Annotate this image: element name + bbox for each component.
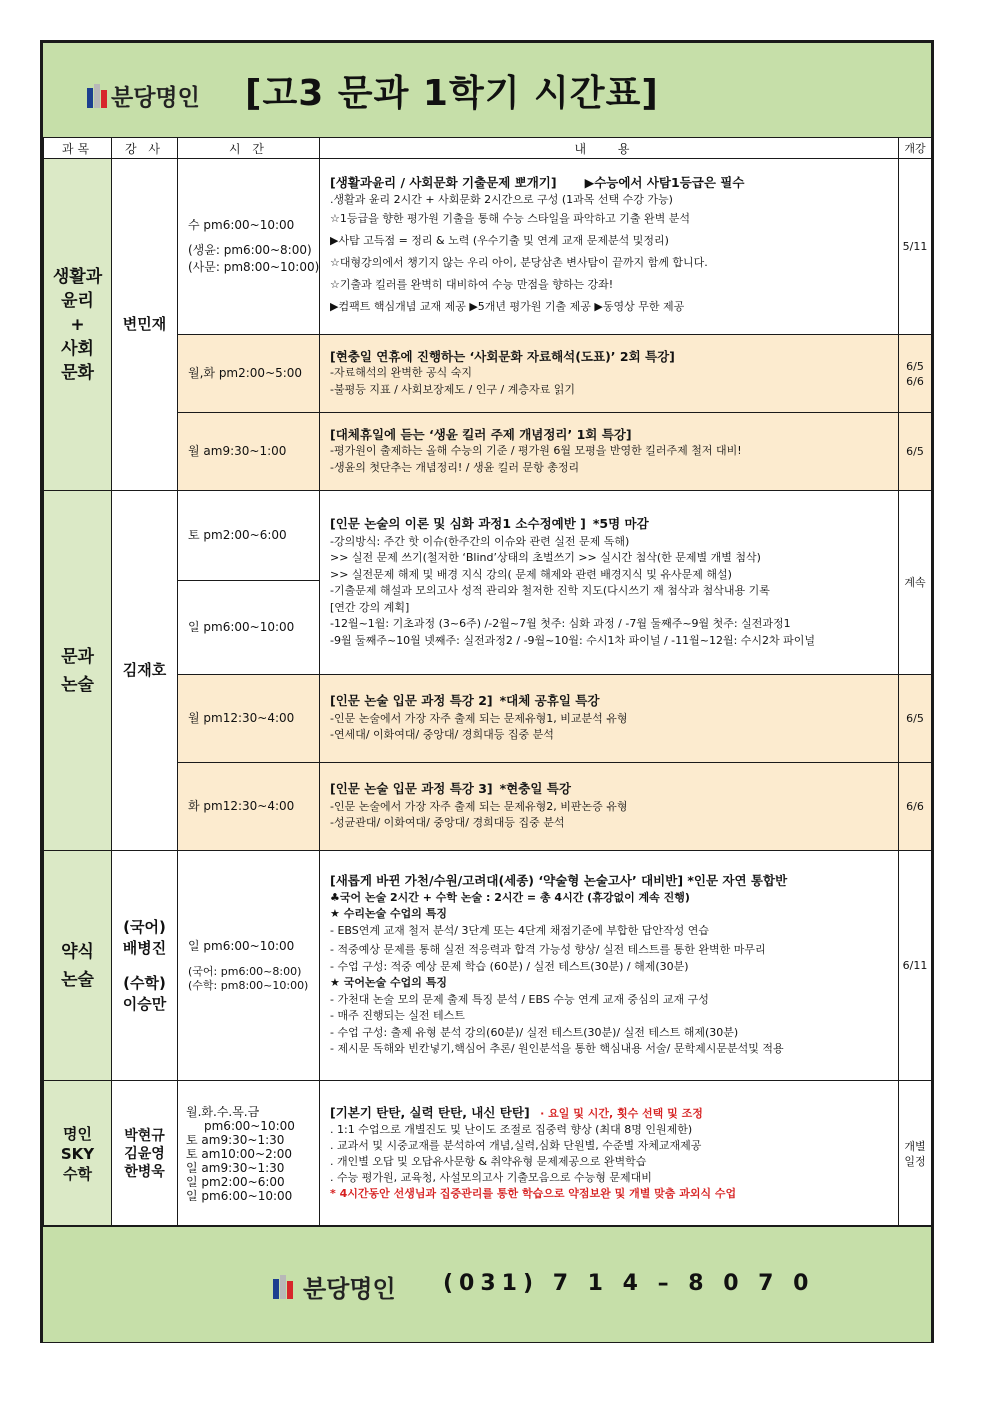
time-cell: 일 pm6:00~10:00 — [178, 581, 320, 675]
timetable-frame — [40, 40, 934, 1343]
section2-row3 — [44, 763, 932, 851]
page-title: [고3 문과 1학기 시간표] — [245, 73, 659, 114]
col-teacher: 강 사 — [112, 138, 178, 159]
footer — [43, 1225, 931, 1342]
footer-logo — [273, 1269, 396, 1304]
section2-row1a — [44, 491, 932, 581]
teacher-4: 박현규 김윤영 한병욱 — [112, 1081, 178, 1227]
open-date: 계속 — [899, 491, 932, 675]
open-date: 6/6 — [899, 763, 932, 851]
time-cell: 월 am9:30~1:00 — [178, 413, 320, 491]
brand-logo — [87, 79, 200, 112]
content-cell: [대체휴일에 듣는 ‘생윤 킬러 주제 개념정리’ 1회 특강] -평가원이 출제하는 올해 수능의 기준 / 평가원 6월 모평을 반영한 킬러주제 철저 대비! -생윤의 첫단추는 개념정리! / 생윤 킬러 문항 총정리 — [320, 413, 899, 491]
open-date: 5/11 — [899, 159, 932, 335]
open-date: 개별 일정 — [899, 1081, 932, 1227]
content-cell: [생활과윤리 / 사회문화 기출문제 뽀개기] ▶수능에서 사탐1등급은 필수 .생활과 윤리 2시간 + 사회문화 2시간으로 구성 (1과목 선택 수강 가능) ☆1등급을 향한 평가원 기출을 통해 수능 스타일을 파악하고 기출 완벽 분석 ▶사탐 고득점 = 정리 & 노력 (우수기출 및 연계 교재 문제분석 및정리) ☆대형강의에서 챙기지 않는 우리 아이, 분당삼촌 변사탐이 끝까지 함께 합니다. ☆기출과 킬러를 완벽히 대비하여 수능 만점을 향하는 강좌! ▶컴팩트 핵심개념 교재 제공 ▶5개년 평가원 기출 제공 ▶동영상 무한 제공 — [320, 159, 899, 335]
col-subject: 과목 — [44, 138, 112, 159]
timetable — [43, 137, 932, 1227]
subject-essay: 문과 논술 — [44, 491, 112, 851]
time-cell: 화 pm12:30~4:00 — [178, 763, 320, 851]
time-cell: 월.화.수.목.금 pm6:00~10:00 토 am9:30~1:30 토 am10:00~2:00 일 am9:30~1:30 일 pm2:00~6:00 일 pm6:00~10:00 — [178, 1081, 320, 1227]
section1-row2 — [44, 335, 932, 413]
open-date: 6/11 — [899, 851, 932, 1081]
section2-row2 — [44, 675, 932, 763]
teacher-1: 변민재 — [112, 159, 178, 491]
content-cell: [현충일 연휴에 진행하는 ‘사회문화 자료해석(도표)’ 2회 특강] -자료해석의 완벽한 공식 숙지 -불평등 지표 / 사회보장제도 / 인구 / 계층자료 읽기 — [320, 335, 899, 413]
logo-mark-icon — [87, 84, 107, 108]
subject-ethics-society: 생활과 윤리 + 사회 문화 — [44, 159, 112, 491]
column-header-row — [44, 138, 932, 159]
section1-row1 — [44, 159, 932, 335]
teacher-3: (국어) 배병진 (수학) 이승만 — [112, 851, 178, 1081]
content-cell: [기본기 탄탄, 실력 탄탄, 내신 탄탄] · 요일 및 시간, 횟수 선택 및 조정 . 1:1 수업으로 개별진도 및 난이도 조절로 집중력 향상 (최대 8명 인원제한) . 교과서 및 시중교재를 분석하여 개념,실력,심화 단원별, 수준별 자체교재제공 . 개인별 오답 및 오답유사문항 & 취약유형 문제제공으로 완벽학습 . 수능 평가원, 교육청, 사설모의고사 기출모음으로 수능형 문제대비 * 4시간동안 선생님과 집중관리를 통한 학습으로 약점보완 및 개별 맞춤 과외식 수업 — [320, 1081, 899, 1227]
open-date: 6/5 — [899, 675, 932, 763]
col-content: 내 용 — [320, 138, 899, 159]
time-cell: 토 pm2:00~6:00 — [178, 491, 320, 581]
open-date: 6/5 — [899, 413, 932, 491]
col-time: 시 간 — [178, 138, 320, 159]
footer-brand: 분당명인 — [303, 1275, 396, 1303]
content-cell: [인문 논술 입문 과정 특강 2] *대체 공휴일 특강 -인문 논술에서 가장 자주 출제 되는 문제유형1, 비교분석 유형 -연세대/ 이화여대/ 중앙대/ 경희대등 집중 분석 — [320, 675, 899, 763]
time-cell: 일 pm6:00~10:00 (국어: pm6:00~8:00) (수학: pm8:00~10:00) — [178, 851, 320, 1081]
content-cell: [인문 논술 입문 과정 특강 3] *현충일 특강 -인문 논술에서 가장 자주 출제 되는 문제유형2, 비판논증 유형 -성균관대/ 이화여대/ 중앙대/ 경희대등 집중 분석 — [320, 763, 899, 851]
open-date: 6/5 6/6 — [899, 335, 932, 413]
subject-short-essay: 약식 논술 — [44, 851, 112, 1081]
time-cell: 월,화 pm2:00~5:00 — [178, 335, 320, 413]
content-cell: [새롭게 바뀐 가천/수원/고려대(세종) ‘약술형 논술고사’ 대비반] *인문 자연 통합반 ♣국어 논술 2시간 + 수학 논술 : 2시간 = 총 4시간 (휴강없이 계속 진행) ★ 수리논술 수업의 특징 - EBS연계 교재 철저 분석/ 3단계 또는 4단계 채점기준에 부합한 답안작성 연습 - 적중예상 문제를 통해 실전 적응력과 합격 가능성 향상/ 실전 테스트를 통한 완벽한 마무리 - 수업 구성: 적중 예상 문제 학습 (60분) / 실전 테스트(30분) / 해제(30분) ★ 국어논술 수업의 특징 - 가천대 논술 모의 문제 출제 특징 분석 / EBS 수능 연계 교재 중심의 교재 구성 - 매주 진행되는 실전 테스트 - 수업 구성: 출제 유형 분석 강의(60분)/ 실전 테스트(30분)/ 실전 테스트 해제(30분) - 제시문 독해와 빈칸넣기,핵심어 추론/ 원인분석을 통한 핵심내용 서술/ 문학제시문분석및 적용 — [320, 851, 899, 1081]
logo-mark-icon — [273, 1275, 293, 1299]
phone-number: (031) 7 1 4 – 8 0 7 0 — [443, 1271, 815, 1296]
time-cell: 월 pm12:30~4:00 — [178, 675, 320, 763]
brand-name: 분당명인 — [111, 85, 200, 111]
content-cell: [인문 논술의 이론 및 심화 과정1 소수정예반 ] *5명 마감 -강의방식: 주간 핫 이슈(한주간의 이슈와 관련 실전 문제 독해) >> 실전 문제 쓰기(철저한 ‘Blind’상태의 초벌쓰기 >> 실시간 첨삭(한 문제별 개별 첨삭) >> 실전문제 해제 및 배경 지식 강의( 문제 해제와 관련 배경지식 및 유사문제 해설) -기출문제 해설과 모의고사 성적 관리와 철저한 진학 지도(다시쓰기 재 첨삭과 첨삭내용 기록 [연간 강의 계획] -12월~1월: 기초과정 (3~6주) /-2월~7월 첫주: 심화 과정 / -7월 둘째주~9월 첫주: 실전과정1 -9월 둘째주~10월 넷째주: 실전과정2 / -9월~10월: 수시1차 파이널 / -11월~12월: 수시2차 파이널 — [320, 491, 899, 675]
time-cell: 수 pm6:00~10:00 (생윤: pm6:00~8:00) (사문: pm8:00~10:00) — [178, 159, 320, 335]
subject-sky-math: 명인 SKY 수학 — [44, 1081, 112, 1227]
section3-row — [44, 851, 932, 1081]
col-open: 개강 — [899, 138, 932, 159]
section4-row — [44, 1081, 932, 1227]
section1-row3 — [44, 413, 932, 491]
teacher-2: 김재호 — [112, 491, 178, 851]
header — [43, 43, 931, 139]
